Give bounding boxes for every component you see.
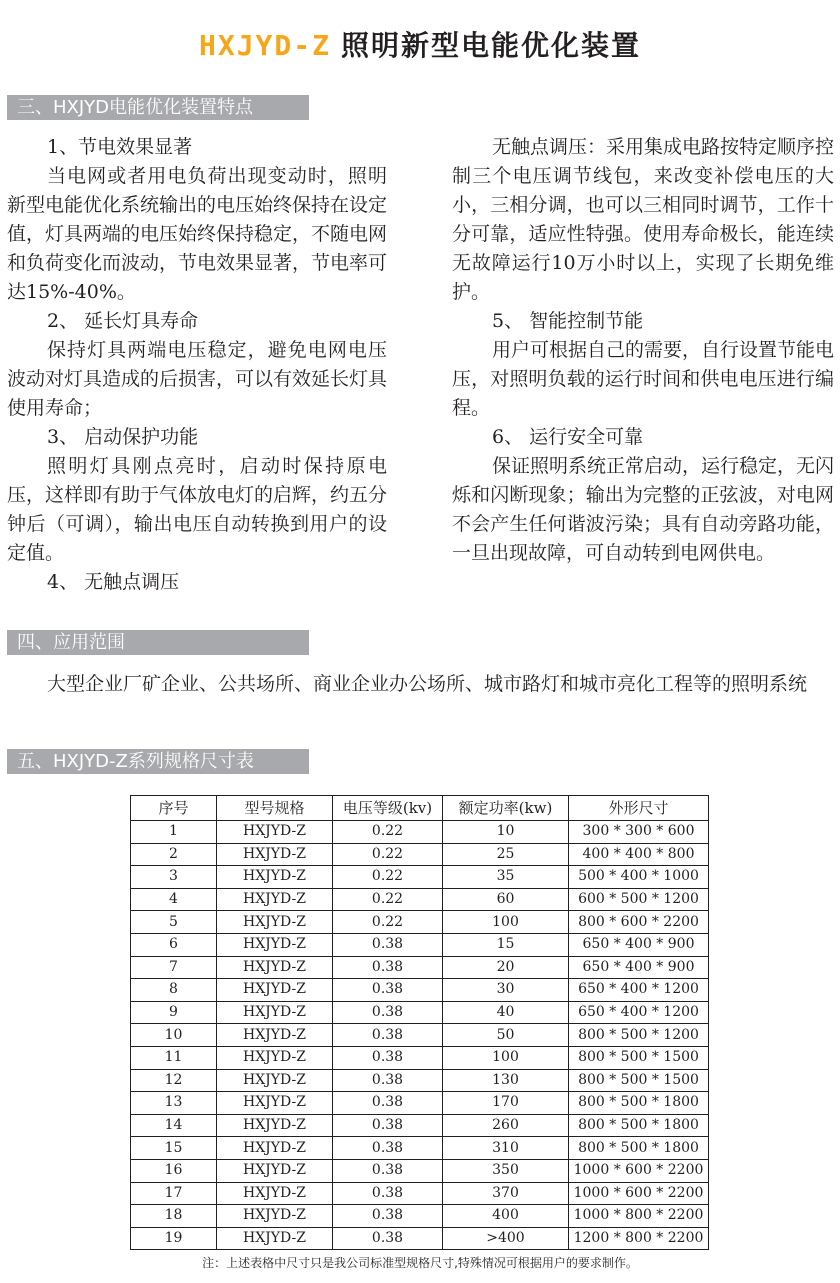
cell-voltage: 0.22 [333,911,443,934]
table-header-row [131,796,709,821]
page-title [0,28,840,64]
table-row [131,1001,709,1024]
feature-heading: 2、 延长灯具寿命 [47,310,199,332]
header-power: 额定功率(kw) [443,796,569,821]
cell-index: 15 [131,1137,217,1160]
cell-power: 350 [443,1159,569,1182]
feature-paragraph: 照明灯具刚点亮时，启动时保持原电压，这样即有助于气体放电灯的启辉，约五分钟后（可调），输出电压自动转换到用户的设定值。 [7,455,388,564]
feature-paragraph: 当电网或者用电负荷出现变动时，照明新型电能优化系统输出的电压始终保持在设定值，灯具两端的电压始终保持稳定，不随电网和负荷变化而波动，节电效果显著，节电率可达15%-40%。 [7,165,388,303]
cell-voltage: 0.38 [333,956,443,979]
cell-model: HXJYD-Z [217,1137,333,1160]
cell-model: HXJYD-Z [217,1227,333,1250]
table-row [131,1182,709,1205]
cell-voltage: 0.38 [333,1137,443,1160]
cell-model: HXJYD-Z [217,1159,333,1182]
cell-dimensions: 650 * 400 * 1200 [569,979,709,1002]
table-row [131,956,709,979]
cell-voltage: 0.38 [333,1182,443,1205]
cell-dimensions: 600 * 500 * 1200 [569,888,709,911]
cell-dimensions: 1000 * 800 * 2200 [569,1205,709,1228]
cell-model: HXJYD-Z [217,933,333,956]
cell-power: 260 [443,1114,569,1137]
cell-power: 60 [443,888,569,911]
cell-voltage: 0.22 [333,866,443,889]
cell-model: HXJYD-Z [217,979,333,1002]
cell-power: 40 [443,1001,569,1024]
feature-heading: 3、 启动保护功能 [47,426,199,448]
cell-model: HXJYD-Z [217,1114,333,1137]
cell-voltage: 0.38 [333,1001,443,1024]
cell-voltage: 0.38 [333,1069,443,1092]
cell-index: 11 [131,1046,217,1069]
cell-voltage: 0.22 [333,843,443,866]
cell-voltage: 0.38 [333,1159,443,1182]
cell-index: 17 [131,1182,217,1205]
cell-voltage: 0.38 [333,1092,443,1115]
cell-power: >400 [443,1227,569,1250]
cell-index: 7 [131,956,217,979]
cell-index: 9 [131,1001,217,1024]
cell-voltage: 0.38 [333,933,443,956]
title-text: 照明新型电能优化装置 [341,29,642,62]
cell-dimensions: 500 * 400 * 1000 [569,866,709,889]
cell-model: HXJYD-Z [217,911,333,934]
table-row [131,1114,709,1137]
cell-model: HXJYD-Z [217,1001,333,1024]
cell-model: HXJYD-Z [217,843,333,866]
cell-model: HXJYD-Z [217,956,333,979]
cell-index: 1 [131,821,217,844]
feature-heading: 1、节电效果显著 [47,136,193,158]
cell-voltage: 0.38 [333,1114,443,1137]
table-row [131,911,709,934]
table-row [131,866,709,889]
table-row [131,1069,709,1092]
cell-dimensions: 800 * 500 * 1800 [569,1137,709,1160]
cell-index: 8 [131,979,217,1002]
cell-dimensions: 1000 * 600 * 2200 [569,1182,709,1205]
table-row [131,1227,709,1250]
cell-voltage: 0.38 [333,1205,443,1228]
cell-dimensions: 1200 * 800 * 2200 [569,1227,709,1250]
spec-table [130,795,709,1250]
cell-dimensions: 800 * 500 * 1800 [569,1114,709,1137]
table-row [131,888,709,911]
cell-dimensions: 1000 * 600 * 2200 [569,1159,709,1182]
cell-power: 50 [443,1024,569,1047]
features-left-column [7,133,387,597]
table-body [131,821,709,1250]
cell-power: 100 [443,1046,569,1069]
cell-voltage: 0.22 [333,888,443,911]
cell-power: 25 [443,843,569,866]
cell-power: 20 [443,956,569,979]
cell-dimensions: 800 * 500 * 1200 [569,1024,709,1047]
cell-model: HXJYD-Z [217,1024,333,1047]
cell-index: 5 [131,911,217,934]
cell-model: HXJYD-Z [217,866,333,889]
feature-paragraph: 无触点调压：采用集成电路按特定顺序控制三个电压调节线包，来改变补偿电压的大小，三相分调，也可以三相同时调节，工作十分可靠，适应性特强。使用寿命极长，能连续无故障运行10万小时以上，实现了长期免维护。 [452,136,835,303]
cell-power: 370 [443,1182,569,1205]
cell-dimensions: 650 * 400 * 1200 [569,1001,709,1024]
cell-model: HXJYD-Z [217,1092,333,1115]
section-header-application: 四、应用范围 [7,630,309,655]
table-row [131,1159,709,1182]
cell-dimensions: 800 * 500 * 1800 [569,1092,709,1115]
cell-power: 130 [443,1069,569,1092]
cell-model: HXJYD-Z [217,1205,333,1228]
brand-name: HXJYD-Z [198,29,331,62]
header-index: 序号 [131,796,217,821]
table-footnote: 注：上述表格中尺寸只是我公司标准型规格尺寸,特殊情况可根据用户的要求制作。 [202,1256,638,1270]
cell-model: HXJYD-Z [217,1046,333,1069]
table-row [131,843,709,866]
cell-model: HXJYD-Z [217,1069,333,1092]
cell-dimensions: 650 * 400 * 900 [569,933,709,956]
cell-index: 6 [131,933,217,956]
cell-power: 10 [443,821,569,844]
header-dimensions: 外形尺寸 [569,796,709,821]
cell-power: 400 [443,1205,569,1228]
cell-index: 18 [131,1205,217,1228]
feature-paragraph: 保持灯具两端电压稳定，避免电网电压波动对灯具造成的后损害，可以有效延长灯具使用寿命； [7,339,388,419]
cell-voltage: 0.38 [333,1046,443,1069]
cell-dimensions: 650 * 400 * 900 [569,956,709,979]
cell-voltage: 0.22 [333,821,443,844]
features-right-column [452,133,834,568]
cell-index: 13 [131,1092,217,1115]
table-row [131,979,709,1002]
table-row [131,821,709,844]
cell-dimensions: 400 * 400 * 800 [569,843,709,866]
cell-voltage: 0.38 [333,979,443,1002]
header-voltage: 电压等级(kv) [333,796,443,821]
cell-dimensions: 800 * 500 * 1500 [569,1046,709,1069]
cell-model: HXJYD-Z [217,888,333,911]
cell-model: HXJYD-Z [217,821,333,844]
table-row [131,1205,709,1228]
application-text: 大型企业厂矿企业、公共场所、商业企业办公场所、城市路灯和城市亮化工程等的照明系统 [47,673,808,695]
cell-voltage: 0.38 [333,1227,443,1250]
cell-power: 100 [443,911,569,934]
cell-dimensions: 300 * 300 * 600 [569,821,709,844]
table-row [131,1092,709,1115]
feature-paragraph: 保证照明系统正常启动，运行稳定，无闪烁和闪断现象；输出为完整的正弦波，对电网不会产生任何谐波污染；具有自动旁路功能，一旦出现故障，可自动转到电网供电。 [452,455,835,564]
table-row [131,933,709,956]
cell-index: 12 [131,1069,217,1092]
cell-power: 35 [443,866,569,889]
table-row [131,1137,709,1160]
feature-heading: 5、 智能控制节能 [492,310,644,332]
table-row [131,1024,709,1047]
cell-power: 15 [443,933,569,956]
cell-power: 30 [443,979,569,1002]
cell-index: 4 [131,888,217,911]
section-header-features: 三、HXJYD电能优化装置特点 [7,95,309,120]
cell-dimensions: 800 * 600 * 2200 [569,911,709,934]
cell-model: HXJYD-Z [217,1182,333,1205]
cell-power: 170 [443,1092,569,1115]
cell-index: 3 [131,866,217,889]
feature-heading: 4、 无触点调压 [47,571,180,593]
cell-voltage: 0.38 [333,1024,443,1047]
cell-index: 2 [131,843,217,866]
table-row [131,1046,709,1069]
cell-index: 10 [131,1024,217,1047]
section-header-specs: 五、HXJYD-Z系列规格尺寸表 [7,749,309,774]
header-model: 型号规格 [217,796,333,821]
cell-index: 19 [131,1227,217,1250]
feature-heading: 6、 运行安全可靠 [492,426,644,448]
cell-power: 310 [443,1137,569,1160]
cell-index: 16 [131,1159,217,1182]
feature-paragraph: 用户可根据自己的需要，自行设置节能电压，对照明负载的运行时间和供电电压进行编程。 [452,339,835,419]
cell-index: 14 [131,1114,217,1137]
cell-dimensions: 800 * 500 * 1500 [569,1069,709,1092]
